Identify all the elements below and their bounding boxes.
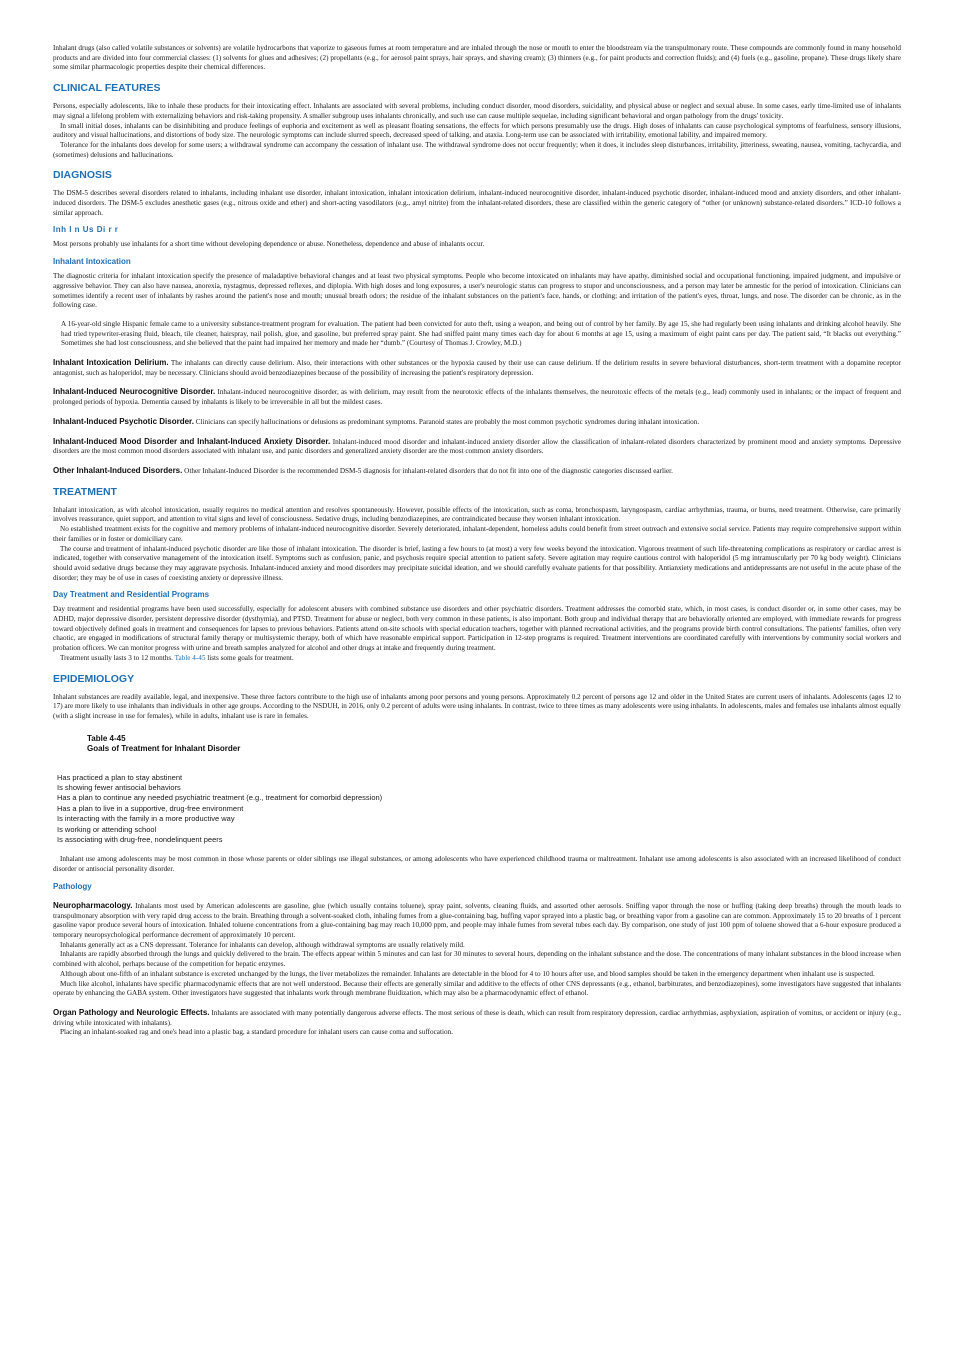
pathology-heading: Pathology	[53, 881, 92, 891]
neurocognitive-runin-heading: Inhalant-Induced Neurocognitive Disorder.	[53, 387, 216, 397]
table-rows	[57, 773, 901, 846]
treatment-paragraph-1: Inhalant intoxication, as with alcohol intoxication, usually requires no medical attention and resolves spontaneously. However, possible effects of the intoxication, such as coma, bronchospasm, laryngospasm, cardiac arrhythmias, trauma, or burns, need treatment. Otherwise, care primarily involves reassurance, quiet support, and attention to vital signs and level of consciousness. Sedative drugs, including benzodiazepines, are contraindicated because they worsen inhalant intoxication.	[53, 505, 901, 524]
delirium-paragraph	[53, 358, 901, 378]
psychotic-paragraph	[53, 417, 901, 428]
delirium-text: The inhalants can directly cause delirium. Also, their interactions with other substances or the hypoxia caused by their use can cause delirium. If the delirium results in severe behavioral disturbances, short-term treatment with a dopamine receptor antagonist, such as haloperidol, may be necessary. Clinicians should avoid benzodiazepines because of the possibility of increasing the patient's respiratory depression.	[53, 359, 902, 377]
diagnosis-paragraph: The DSM-5 describes several disorders related to inhalants, including inhalant use disorder, inhalant intoxication, inhalant intoxication delirium, inhalant-induced neurocognitive disorder, inhalant-induced psychotic disorder, inhalant-induced mood and anxiety disorders, and other inhalant-induced disorders. The DSM-5 excludes anesthetic gases (e.g., nitrous oxide and ether) and short-acting vasodilators (e.g., amyl nitrite) from the inhalant-related disorders, these are classified within the generic category of “other (or unknown) substance-related disorders.” ICD-10 follows a similar approach.	[53, 189, 901, 217]
treatment-paragraph-3: The course and treatment of inhalant-induced psychotic disorder are like those of inhalant intoxication. The disorder is brief, lasting a few hours to (at most) a very few weeks beyond the intoxication. Vigorous treatment of such life-threatening complications as respiratory or cardiac arrest is indicated, together with conservative management of the intoxication itself. Symptoms such as confusion, panic, and psychosis require special attention to patient safety. Severe agitation may require cautious control with haloperidol (5 mg intramuscularly per 70 kg body weight). Clinicians should avoid sedative drugs because they may aggravate psychosis. Inhalant-induced anxiety and mood disorders may precipitate suicidal ideation, and we should carefully evaluate patients for that possibility. Antianxiety medications and antidepressants are not useful in the acute phase of the disorder; they may be of use in cases of coexisting anxiety or depressive illness.	[53, 544, 901, 582]
table-row: Has a plan to live in a supportive, drug-free environment	[57, 803, 244, 813]
inhalant-use-disorder-text: Most persons probably use inhalants for a short time without developing dependence or abuse. Nonetheless, dependence and abuse of inhalants occur.	[53, 240, 485, 249]
inhalant-intoxication-heading: Inhalant Intoxication	[53, 257, 131, 267]
organ-pathology-text: Inhalants are associated with many potentially dangerous adverse effects. The most serious of these is death, which can result from respiratory depression, cardiac arrhythmias, asphyxiation, aspiration of vomitus, or accident or injury (e.g., driving while intoxicated with inhalants).	[53, 1008, 901, 1027]
mood-anxiety-runin-heading: Inhalant-Induced Mood Disorder and Inhalant-Induced Anxiety Disorder.	[53, 436, 331, 446]
delirium-runin-heading: Inhalant Intoxication Delirium.	[53, 358, 169, 368]
inhalant-intoxication-text: The diagnostic criteria for inhalant intoxication specify the presence of maladaptive behavioral changes and at least two physical symptoms. People who become intoxicated on inhalants may have apathy, diminished social and occupational functioning, impaired judgment, and impulsive or aggressive behavior. They can also have nausea, anorexia, nystagmus, depressed reflexes, and diplopia. With high doses and long exposures, a user's neurologic status can progress to stupor and unconsciousness, and a person may later be amnestic for the period of intoxication. Clinicians can sometimes identify a recent user of inhalants by rashes around the patient's nose and mouth; unusual breath odors; the residue of the inhalant substances on the patient's face, hands, or clothing; and irritation of the patient's eyes, throat, lungs, and nose. The disorder can be chronic, as in the following case.	[53, 272, 901, 310]
goals-table	[53, 734, 901, 846]
other-disorders-text: Other Inhalant-Induced Disorder is the recommended DSM-5 diagnosis for inhalant-related disorders that do not fit into one of the diagnostic categories discussed earlier.	[182, 466, 673, 475]
treatment-heading: TREATMENT	[53, 485, 117, 498]
table-row: Is associating with drug-free, nondelinquent peers	[57, 835, 223, 845]
table-row: Is showing fewer antisocial behaviors	[57, 783, 181, 793]
epidemiology-paragraph-2: Inhalant use among adolescents may be most common in those whose parents or older siblings use illegal substances, or among adolescents who have experienced childhood trauma or maltreatment. Inhalant use among adolescents is also associated with an increased likelihood of conduct disorder or antisocial personality disorder.	[53, 855, 901, 874]
pathology-paragraph-5: Much like alcohol, inhalants have specific pharmacodynamic effects that are not well understood. Because their effects are generally similar and additive to the effects of other CNS depressants (e.g., ethanol, barbiturates, and benzodiazepines), some investigators have suggested that inhalants operate by enhancing the GABA system. Other investigators have suggested that inhalants work through membrane fluidization, which may also be a pharmacodynamic effect of ethanol.	[53, 979, 901, 998]
neurocognitive-text: Inhalant-induced neurocognitive disorder, as with delirium, may result from the neurotoxic effects of the inhalants themselves, the neurotoxic effects of the metals (e.g., lead) commonly used in inhalants; or the impact of frequent and prolonged periods of hypoxia. Dementia caused by inhalants is likely to be irreversible in all but the mildest cases.	[53, 388, 901, 407]
neuropharmacology-text: Inhalants most used by American adolescents are gasoline, glue (which usually contains toluene), spray paint, solvents, cleaning fluids, and assorted other aerosols. Sniffing vapor through the nose or huffing (taking deep breaths) through the mouth leads to transpulmonary absorption with very rapid drug access to the brain. Breathing through a solvent-soaked cloth, inhaling fumes from a glue-containing bag, huffing vapor sprayed into a plastic bag, or breathing vapor from a gasoline can are common. Approximately 15 to 20 breaths of 1 percent gasoline vapor produce several hours of intoxication. Inhaled toluene concentrations from a glue-containing bag may reach 10,000 ppm, and people may inhale fumes from several tubes each day. By comparison, one study of just 100 ppm of toluene showed that a 6-hour exposure produced a temporary neuropsychological performance decrement of approximately 10 percent.	[53, 901, 901, 939]
psychotic-runin-heading: Inhalant-Induced Psychotic Disorder.	[53, 416, 194, 426]
table-title: Goals of Treatment for Inhalant Disorder	[87, 744, 241, 754]
day-treatment-heading: Day Treatment and Residential Programs	[53, 590, 210, 600]
inhalant-use-disorder-heading: Inh l n Us Di r r	[53, 225, 119, 235]
other-disorders-paragraph	[53, 466, 901, 477]
clinical-paragraph-2: In small initial doses, inhalants can be disinhibiting and produce feelings of euphoria and excitement as well as pleasant floating sensations, the effects for which persons presumably use the drugs. High doses of inhalants can cause psychological symptoms of fearfulness, sensory illusions, auditory and visual hallucinations, and distortions of body size. The neurologic symptoms can include slurred speech, decreased speed of talking, and ataxia. Long-term use can be associated with irritability, emotional lability, and impaired memory.	[53, 121, 901, 140]
case-report: A 16-year-old single Hispanic female came to a university substance-treatment program for evaluation. The patient had been convicted for auto theft, using a weapon, and being out of control by her family. By age 15, she had regularly been using inhalants and drinking alcohol heavily. She had tried typewriter-erasing fluid, bleach, tile cleaner, hairspray, nail polish, glue, and gasoline, but preferred spray paint. She had sniffed paint many times each day for about 6 months at age 15, using a maximum of eight paint cans per day. The patient said, “It blacks out everything.” Sometimes she had lost consciousness, and she believed that the paint had impaired her memory and made her “dumb.” (Courtesy of Thomas J. Crowley, M.D.)	[61, 319, 901, 348]
pathology-paragraph-7: Placing an inhalant-soaked rag and one's head into a plastic bag, a standard procedure for inhalant users can cause coma and suffocation.	[60, 1028, 453, 1037]
treatment-duration	[53, 654, 901, 664]
epidemiology-heading: EPIDEMIOLOGY	[53, 672, 135, 685]
organ-pathology-runin-heading: Organ Pathology and Neurologic Effects.	[53, 1007, 210, 1017]
neuropharmacology-runin-heading: Neuropharmacology.	[53, 900, 133, 910]
table-row: Is interacting with the family in a more productive way	[57, 814, 235, 824]
pathology-paragraph-4: Although about one-fifth of an inhalant substance is excreted unchanged by the lungs, the liver metabolizes the remainder. Inhalants are detectable in the blood for 4 to 10 hours after use, and blood samples should be taken in the emergency department when inhalant use is suspected.	[60, 969, 875, 978]
psychotic-text: Clinicians can specify hallucinations or delusions as predominant symptoms. Paranoid states are probably the most common psychotic syndromes during inhalant intoxication.	[193, 417, 700, 426]
table-number: Table 4-45	[87, 733, 126, 743]
organ-pathology-paragraph	[53, 1008, 901, 1028]
diagnosis-heading: DIAGNOSIS	[53, 169, 112, 182]
treatment-paragraph-2: No established treatment exists for the cognitive and memory problems of inhalant-induced neurocognitive disorder. Severely deteriorated, inhalant-dependent, homeless adults could benefit from street outreach and extensive social service. Patients may require comprehensive support within their families or in foster or domiciliary care.	[53, 525, 901, 543]
treatment-duration-pre: Treatment usually lasts 3 to 12 months.	[60, 653, 175, 662]
table-row: Is working or attending school	[57, 824, 157, 834]
intro-paragraph: Inhalant drugs (also called volatile substances or solvents) are volatile hydrocarbons that vaporize to gaseous fumes at room temperature and are inhaled through the nose or mouth to enter the bloodstream via the transpulmonary route. These compounds are commonly found in many household products and are divided into four commercial classes: (1) solvents for glues and adhesives; (2) propellants (e.g., for aerosol paint sprays, hair sprays, and shaving cream); (3) thinners (e.g., for paint products and correction fluids); and (4) fuels (e.g., gasoline, propane). These drugs likely share some similar pharmacologic properties despite their chemical differences.	[53, 44, 901, 72]
treatment-duration-post: lists some goals for treatment.	[205, 653, 294, 662]
clinical-paragraph-1: Persons, especially adolescents, like to inhale these products for their intoxicating effect. Inhalants are associated with several problems, including conduct disorder, mood disorders, suicidality, and physical abuse or neglect and sexual abuse. In some cases, early time-limited use of inhalants may signal a lifelong problem with externalizing behaviors and risk-taking propensity. A smaller subgroup uses inhalants chronically, and such use can cause multiple sequelae, including significant behavioral and organ pathology from the drugs' toxicity.	[53, 102, 901, 120]
neurocognitive-paragraph	[53, 387, 901, 407]
pathology-paragraph-2: Inhalants generally act as a CNS depressant. Tolerance for inhalants can develop, although withdrawal symptoms are usually relatively mild.	[60, 940, 465, 949]
table-4-45-link[interactable]: Table 4-45	[174, 653, 206, 662]
mood-anxiety-paragraph	[53, 437, 901, 457]
epidemiology-paragraph-1: Inhalant substances are readily available, legal, and inexpensive. These three factors contribute to the high use of inhalants among poor persons and young persons. Approximately 0.2 percent of persons age 12 and older in the United States are current users of inhalants. Adolescents (ages 12 to 17) are more likely to use inhalants than individuals in other age groups. According to the NSDUH, in 2016, only 0.2 percent of adults were using inhalants. In contrast, twice to three times as many adolescents were using inhalants. In adolescents, males and females use inhalants almost equally (with a slight increase in use for females), while in adults, inhalant use is rare in females.	[53, 692, 901, 720]
neuropharmacology-paragraph	[53, 901, 901, 941]
mood-anxiety-text: Inhalant-induced mood disorder and inhalant-induced anxiety disorder allow the classification of inhalant-related disorders characterized by prominent mood and anxiety symptoms. Depressive disorders are the most common mood disorders associated with inhalant use, and panic disorders and generalized anxiety disorder are the most common anxiety disorders.	[53, 437, 902, 456]
table-row: Has practiced a plan to stay abstinent	[57, 772, 183, 782]
day-treatment-text: Day treatment and residential programs have been used successfully, especially for adolescent abusers with combined substance use disorders and other psychiatric disorders. Treatment addresses the comorbid state, which, in most cases, is conduct disorder or, in some other cases, may be ADHD, major depressive disorder, persistent depressive disorder (dysthymia), and PTSD. Treatment for abuse or neglect, both very common in these patients, is also important. Both group and individual therapy that are behaviorally oriented are employed, with immediate rewards for progress toward objectively defined goals in treatment and consequences for lapses to previous behaviors. Patients attend on-site schools with special education teachers, together with planned recreational activities, and the programs provide birth control consultations. The patients' families, often very chaotic, are engaged in modifications of structural family therapy or multisystemic therapy, both of which have reasonable empirical support. Participation in 12-step programs is required. Treatment interventions are coordinated carefully with interventions by community social workers and probation officers. We can monitor progress with urine and breath samples analyzed for alcohol and other drugs at intake and frequently during treatment.	[53, 605, 901, 653]
other-disorders-runin-heading: Other Inhalant-Induced Disorders.	[53, 465, 183, 475]
pathology-paragraph-3: Inhalants are rapidly absorbed through the lungs and quickly delivered to the brain. The effects appear within 5 minutes and can last for 30 minutes to several hours, depending on the inhalant substance and the dose. The concentrations of many inhalant substances in the blood increase when combined with alcohol, perhaps because of the competition for hepatic enzymes.	[53, 950, 901, 969]
table-row: Has a plan to continue any needed psychiatric treatment (e.g., treatment for comorbid depression)	[57, 793, 383, 803]
clinical-paragraph-3: Tolerance for the inhalants does develop for some users; a withdrawal syndrome can accompany the cessation of inhalant use. The withdrawal syndrome does not occur frequently; when it does, it includes sleep disturbances, irritability, jitteriness, sweating, nausea, vomiting, tachycardia, and (sometimes) delusions and hallucinations.	[53, 140, 901, 159]
clinical-features-heading: CLINICAL FEATURES	[53, 82, 161, 95]
